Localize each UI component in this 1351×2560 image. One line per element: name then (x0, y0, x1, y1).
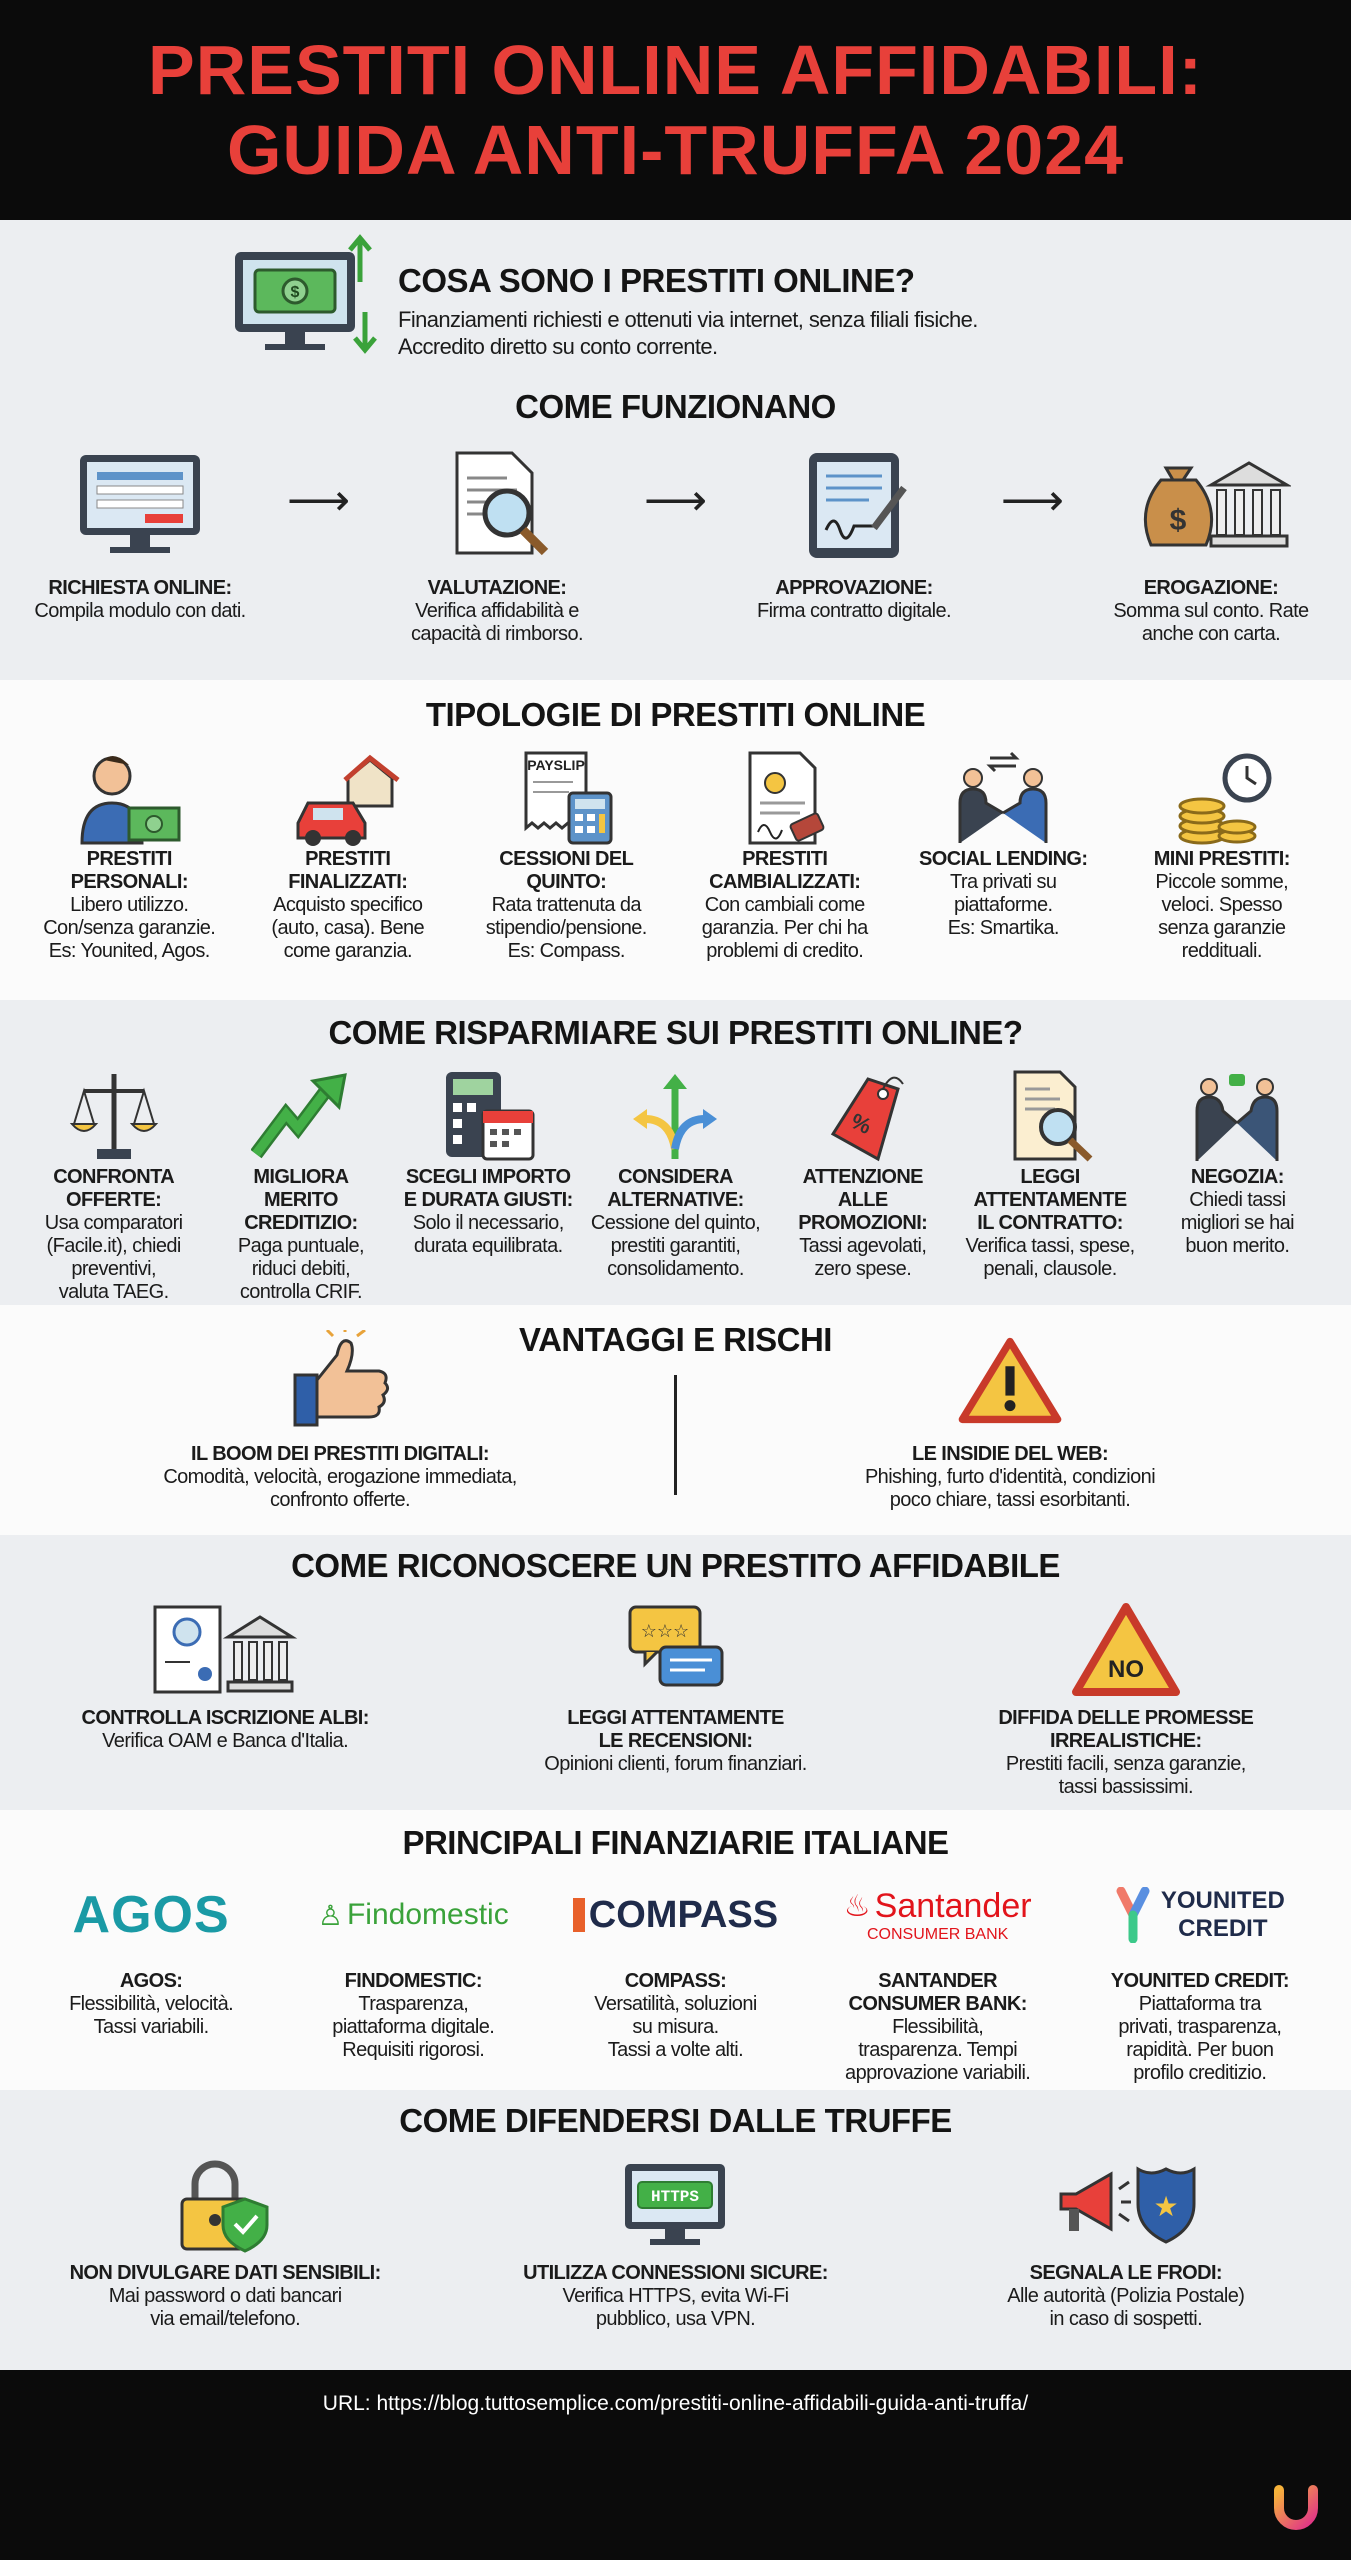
save-item (401, 1066, 576, 1258)
type-title: PRESTITI PERSONALI: (70, 848, 188, 893)
risks-block (750, 1325, 1270, 1512)
pros-risks-section (0, 1305, 1351, 1535)
pros-title: VANTAGGI E RISCHI (519, 1321, 832, 1358)
person-icon: ♙ (317, 1899, 343, 1931)
step-desc: Somma sul conto. Rate anche con carta. (1113, 600, 1309, 645)
lender-title: SANTANDER CONSUMER BANK: (848, 1970, 1027, 2015)
recognize-item (926, 1599, 1326, 1799)
save-list (0, 1066, 1351, 1304)
megaphone-badge-icon (1051, 2154, 1201, 2254)
type-desc: Rata trattenuta da stipendio/pensione. Es: Compass. (485, 894, 647, 962)
https-label: HTTPS (651, 2188, 700, 2206)
coins-clock-icon (1167, 748, 1277, 848)
step-erogazione (1091, 445, 1331, 646)
type-title: PRESTITI FINALIZZATI: (288, 848, 408, 893)
promissory-note-icon (730, 748, 840, 848)
type-desc: Con cambiali come garanzia. Per chi ha problemi di credito. (701, 894, 868, 962)
arrow-icon: ⟶ (1000, 476, 1064, 525)
defend-item (465, 2154, 885, 2331)
type-item (248, 748, 448, 963)
recognize-item-title: CONTROLLA ISCRIZIONE ALBI: (81, 1707, 369, 1729)
santander-logo: ♨ Santander CONSUMER BANK (843, 1886, 1032, 1943)
arrow-icon: ⟶ (643, 476, 708, 525)
save-item-desc: Chiedi tassi migliori se hai buon merito. (1180, 1189, 1294, 1257)
type-desc: Libero utilizzo. Con/senza garanzie. Es: Younited, Agos. (43, 894, 216, 962)
svg-text:%: % (846, 1107, 876, 1139)
type-item (903, 748, 1103, 940)
agos-logo: AGOS (72, 1886, 230, 1944)
save-item (1150, 1066, 1325, 1258)
type-title: MINI PRESTITI: (1153, 848, 1290, 870)
save-item-title: CONFRONTA OFFERTE: (53, 1166, 175, 1211)
flame-icon: ♨ (843, 1889, 871, 1923)
svg-text:$: $ (1169, 504, 1187, 537)
save-section (0, 1000, 1351, 1305)
recognize-section (0, 1535, 1351, 1810)
defend-item-title: UTILIZZA CONNESSIONI SICURE: (523, 2262, 828, 2284)
save-item (963, 1066, 1138, 1281)
reviews-chat-icon (620, 1599, 730, 1699)
type-title: SOCIAL LENDING: (919, 848, 1088, 870)
lender-desc: Versatilità, soluzioni su misura. Tassi a volte alti. (594, 1993, 757, 2061)
step-title: EROGAZIONE: (1143, 577, 1279, 599)
defend-item (15, 2154, 435, 2331)
pros-desc: Comodità, velocità, erogazione immediata, confronto offerte. (163, 1466, 517, 1511)
lender-compass (555, 1880, 795, 2062)
discount-tag-icon (808, 1066, 918, 1166)
warning-icon (955, 1325, 1065, 1435)
type-item (685, 748, 885, 963)
pros-heading: IL BOOM DEI PRESTITI DIGITALI: (191, 1443, 489, 1465)
defend-item-title: NON DIVULGARE DATI SENSIBILI: (69, 2262, 381, 2284)
recognize-item-title: LEGGI ATTENTAMENTE LE RECENSIONI: (567, 1707, 784, 1752)
recognize-title: COME RICONOSCERE UN PRESTITO AFFIDABILE (291, 1547, 1060, 1584)
lock-shield-icon (170, 2154, 280, 2254)
step-richiesta (20, 445, 260, 623)
compass-logo: COMPASS (573, 1880, 778, 1950)
split-arrows-icon (620, 1066, 730, 1166)
money-bag-bank-icon (1131, 445, 1291, 565)
save-item-title: CONSIDERA ALTERNATIVE: (607, 1166, 744, 1211)
computer-money-icon (225, 232, 385, 362)
save-item (588, 1066, 763, 1281)
step-title: RICHIESTA ONLINE: (48, 577, 232, 599)
step-desc: Firma contratto digitale. (756, 600, 951, 622)
type-item (29, 748, 229, 963)
thumbs-up-icon (285, 1325, 395, 1435)
recognize-list (0, 1599, 1351, 1799)
risks-desc: Phishing, furto d'identità, condizioni poco chiare, tassi esorbitanti. (864, 1466, 1156, 1511)
header (0, 0, 1351, 220)
online-form-icon (70, 445, 210, 565)
how-title: COME FUNZIONANO (515, 388, 836, 425)
recognize-item-desc: Verifica OAM e Banca d'Italia. (102, 1730, 349, 1752)
step-desc: Verifica affidabilità e capacità di rimborso. (411, 600, 583, 645)
save-item-desc: Paga puntuale, riduci debiti, controlla CRIF. (237, 1235, 364, 1303)
types-title: TIPOLOGIE DI PRESTITI ONLINE (425, 696, 926, 733)
svg-text:★: ★ (1153, 2191, 1179, 2222)
defend-item-desc: Alle autorità (Polizia Postale) in caso di sospetti. (1007, 2285, 1245, 2330)
people-exchange-icon (948, 748, 1058, 848)
save-item-title: NEGOZIA: (1190, 1166, 1284, 1188)
divider (674, 1375, 677, 1495)
source-url[interactable]: URL: https://blog.tuttosemplice.com/prestiti-online-affidabili-guida-anti-truffa/ (322, 2392, 1029, 2415)
brand-logo (1271, 2482, 1321, 2532)
step-title: VALUTAZIONE: (427, 577, 567, 599)
trend-up-arrow-icon (246, 1066, 356, 1166)
type-desc: Acquisto specifico (auto, casa). Bene come garanzia. (271, 894, 425, 962)
step-approvazione (734, 445, 974, 623)
footer (0, 2370, 1351, 2560)
recognize-item-desc: Prestiti facili, senza garanzie, tassi bassissimi. (1005, 1753, 1246, 1798)
save-item-desc: Verifica tassi, spese, penali, clausole. (965, 1235, 1135, 1280)
types-list (0, 748, 1351, 963)
defend-item-desc: Mai password o dati bancari via email/telefono. (108, 2285, 342, 2330)
defend-list (0, 2154, 1351, 2331)
lenders-title: PRINCIPALI FINANZIARIE ITALIANE (402, 1824, 949, 1861)
defend-item-title: SEGNALA LE FRODI: (1029, 2262, 1222, 2284)
defend-section (0, 2090, 1351, 2370)
lenders-list (0, 1880, 1351, 2085)
arrow-icon: ⟶ (286, 476, 351, 525)
payslip-calculator-icon (511, 748, 621, 848)
recognize-item (25, 1599, 425, 1753)
type-title: CESSIONI DEL QUINTO: (499, 848, 634, 893)
intro-section (0, 220, 1351, 680)
save-item (213, 1066, 388, 1304)
save-item-desc: Solo il necessario, durata equilibrata. (412, 1212, 564, 1257)
lender-desc: Flessibilità, trasparenza. Tempi approvazione variabili. (845, 2016, 1031, 2084)
calculator-calendar-icon (433, 1066, 543, 1166)
findomestic-logo: ♙ Findomestic (317, 1898, 509, 1931)
types-section (0, 680, 1351, 1000)
svg-text:$: $ (290, 284, 300, 301)
defend-item-desc: Verifica HTTPS, evita Wi-Fi pubblico, usa VPN. (562, 2285, 789, 2330)
document-magnifier-icon (427, 445, 567, 565)
save-item (775, 1066, 950, 1281)
save-item-desc: Usa comparatori (Facile.it), chiedi preventivi, valuta TAEG. (44, 1212, 183, 1303)
scales-icon (59, 1066, 169, 1166)
step-desc: Compila modulo con dati. (34, 600, 246, 622)
save-item-title: SCEGLI IMPORTO E DURATA GIUSTI: (403, 1166, 573, 1211)
car-house-icon (293, 748, 403, 848)
save-item-title: MIGLIORA MERITO CREDITIZIO: (244, 1166, 358, 1234)
younited-logo: YOUNITED CREDIT (1115, 1880, 1285, 1950)
certificate-bank-icon (150, 1599, 300, 1699)
save-item-title: LEGGI ATTENTAMENTE IL CONTRATTO: (973, 1166, 1127, 1234)
lenders-section (0, 1810, 1351, 2090)
no-label: NO (1107, 1655, 1144, 1683)
handshake-icon (1182, 1066, 1292, 1166)
person-money-icon (74, 748, 184, 848)
how-steps (20, 445, 1331, 646)
https-monitor-icon (620, 2154, 730, 2254)
recognize-item (475, 1599, 875, 1776)
type-title: PRESTITI CAMBIALIZZATI: (709, 848, 861, 893)
defend-title: COME DIFENDERSI DALLE TRUFFE (399, 2102, 952, 2139)
intro-title: COSA SONO I PRESTITI ONLINE? (398, 262, 915, 299)
lender-title: FINDOMESTIC: (344, 1970, 482, 1992)
step-valutazione (377, 445, 617, 646)
lender-title: YOUNITED CREDIT: (1110, 1970, 1289, 1992)
pros-block (80, 1325, 600, 1512)
contract-magnifier-icon (995, 1066, 1105, 1166)
lender-agos (31, 1880, 271, 2039)
lender-desc: Trasparenza, piattaforma digitale. Requisiti rigorosi. (332, 1993, 495, 2061)
lender-title: AGOS: (119, 1970, 183, 1992)
recognize-item-title: DIFFIDA DELLE PROMESSE IRREALISTICHE: (998, 1707, 1254, 1752)
tablet-signature-icon (784, 445, 924, 565)
save-item-desc: Cessione del quinto, prestiti garantiti, consolidamento. (590, 1212, 761, 1280)
type-item (1122, 748, 1322, 963)
risks-heading: LE INSIDIE DEL WEB: (911, 1443, 1109, 1465)
defend-item (916, 2154, 1336, 2331)
save-item (26, 1066, 201, 1304)
lender-santander (818, 1880, 1058, 2085)
no-sign-icon (1071, 1599, 1181, 1699)
save-item-title: ATTENZIONE ALLE PROMOZIONI: (798, 1166, 928, 1234)
svg-text:☆☆☆: ☆☆☆ (641, 1620, 690, 1641)
lender-title: COMPASS: (624, 1970, 727, 1992)
intro-desc: Finanziamenti richiesti e ottenuti via internet, senza filiali fisiche. Accredito diretto su conto corrente. (398, 307, 978, 359)
lender-desc: Piattaforma tra privati, trasparenza, rapidità. Per buon profilo creditizio. (1118, 1993, 1282, 2084)
lender-findomestic (293, 1880, 533, 2062)
recognize-item-desc: Opinioni clienti, forum finanziari. (544, 1753, 807, 1775)
save-title: COME RISPARMIARE SUI PRESTITI ONLINE? (328, 1014, 1023, 1051)
type-desc: Tra privati su piattaforme. Es: Smartika. (947, 871, 1059, 939)
type-desc: Piccole somme, veloci. Spesso senza garanzie reddituali. (1155, 871, 1289, 962)
younited-y-icon (1115, 1887, 1151, 1943)
payslip-label: PAYSLIP (527, 757, 586, 773)
compass-mark-icon (573, 1898, 585, 1932)
save-item-desc: Tassi agevolati, zero spese. (799, 1235, 927, 1280)
page-title-line2: GUIDA ANTI-TRUFFA 2024 (226, 111, 1125, 189)
lender-desc: Flessibilità, velocità. Tassi variabili. (69, 1993, 234, 2038)
type-item (466, 748, 666, 963)
step-title: APPROVAZIONE: (775, 577, 933, 599)
page-title-line1: PRESTITI ONLINE AFFIDABILI: (148, 31, 1203, 109)
lender-younited (1080, 1880, 1320, 2085)
